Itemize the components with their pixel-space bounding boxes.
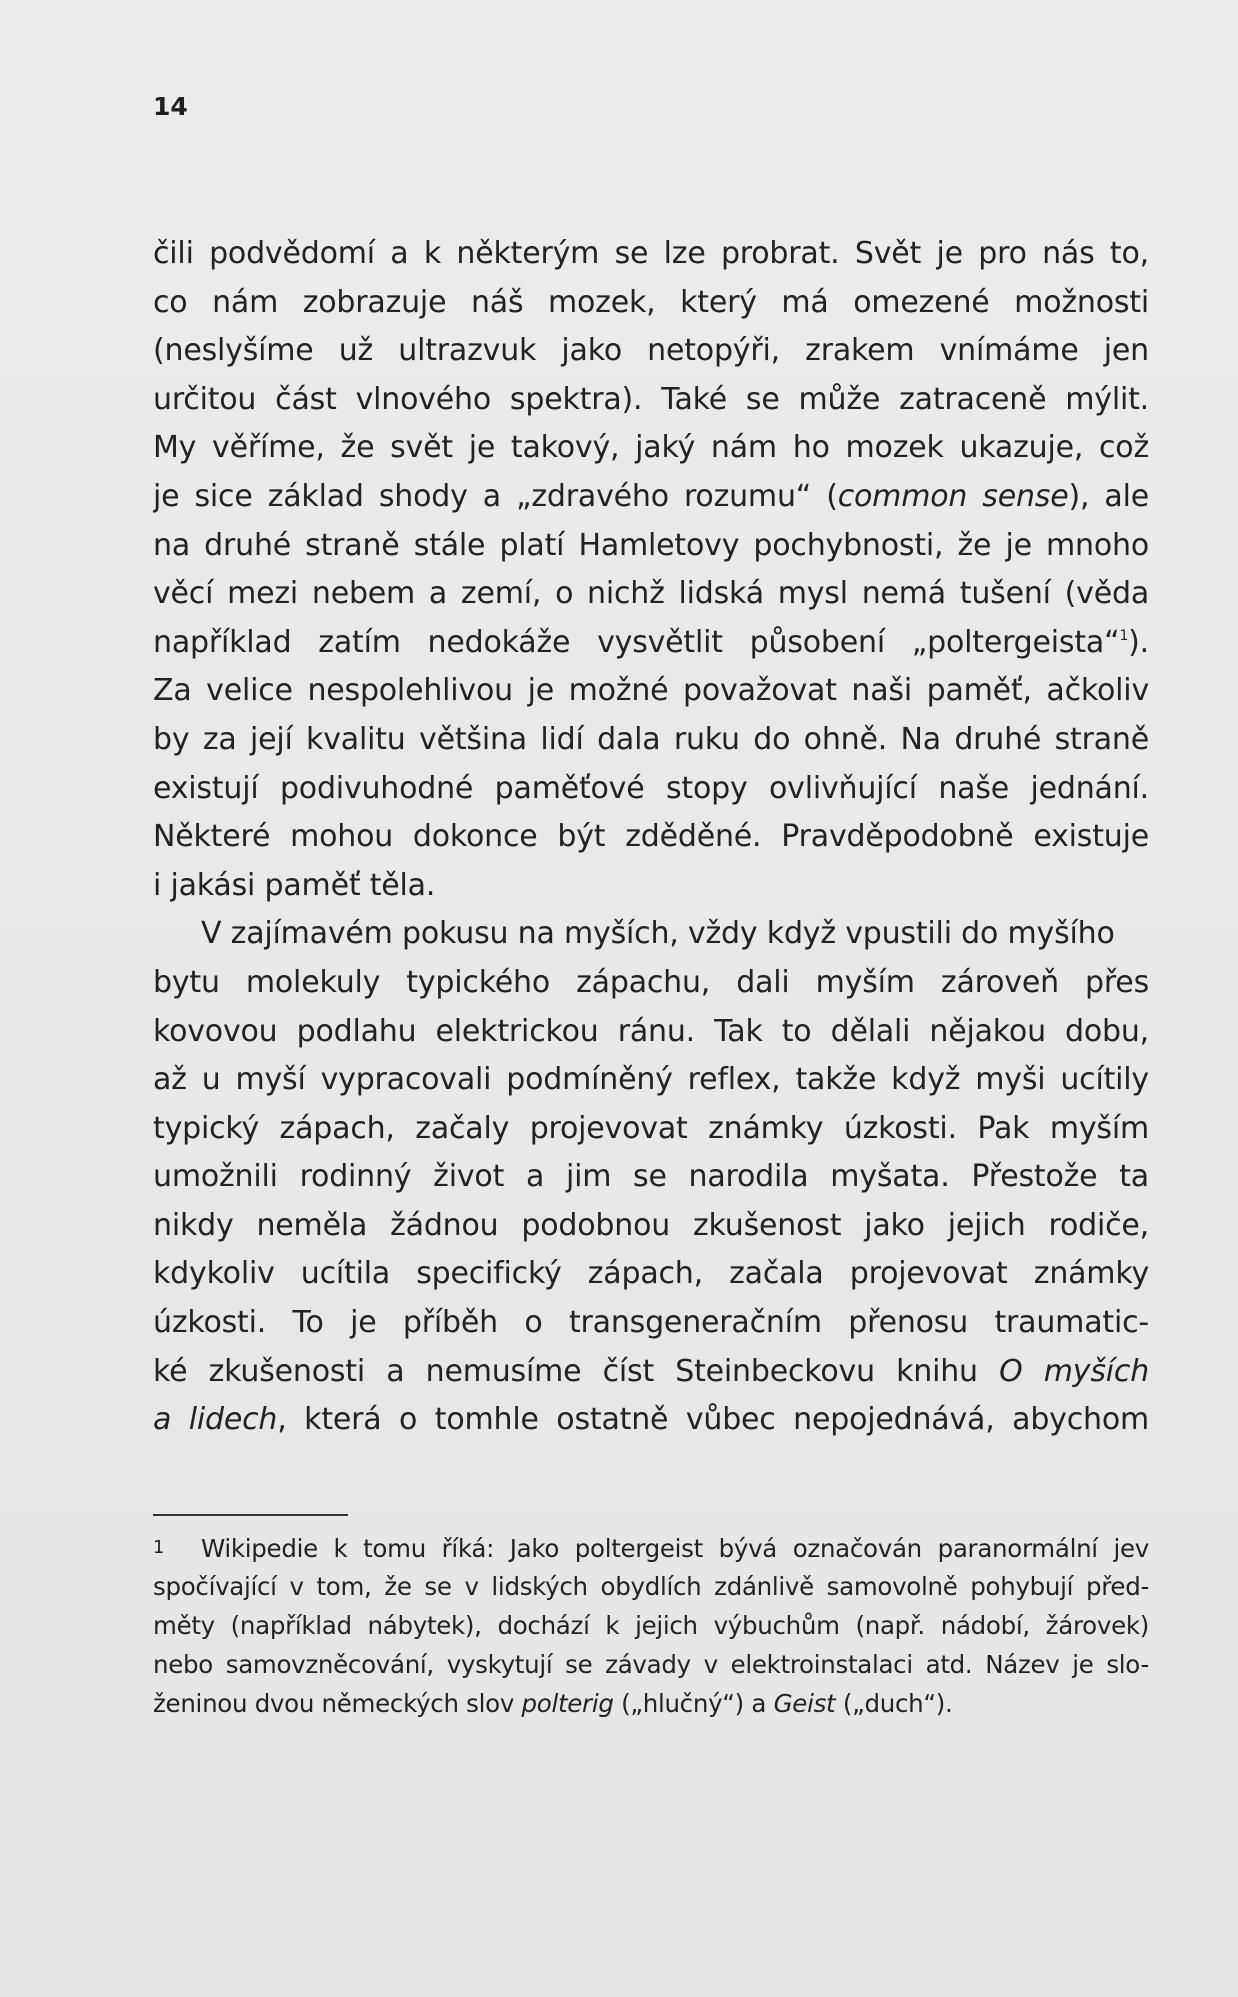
text-line: umožnili rodinný život a jim se narodila myšata. Přestože ta: [153, 1159, 1149, 1195]
text-line: i jakási paměť těla.: [153, 867, 436, 903]
page-number: 14: [153, 92, 188, 121]
text-line: kovovou podlahu elektrickou ránu. Tak to dělali nějakou dobu,: [153, 1013, 1149, 1049]
text-run: například zatím nedokáže vysvětlit působení „poltergeista“: [153, 624, 1120, 660]
text-line: [153, 473, 1149, 522]
italic-title: a lidech: [153, 1402, 278, 1438]
text-run: je sice základ shody a „zdravého rozumu“ (: [153, 478, 838, 514]
text-run: ké zkušenosti a nemusíme číst Steinbeckovu knihu: [153, 1353, 1000, 1389]
text-line: čili podvědomí a k některým se lze probrat. Svět je pro nás to,: [153, 236, 1149, 271]
text-line: úzkosti. To je příběh o transgeneračním přenosu traumatic-: [153, 1305, 1149, 1341]
footnote-line: měty (například nábytek), dochází k jejich výbuchům (např. nádobí, žárovek): [153, 1611, 1149, 1640]
text-run: („duch“).: [835, 1689, 953, 1718]
footnote-separator: [153, 1514, 348, 1516]
text-line: co nám zobrazuje náš mozek, který má omezené možnosti: [153, 284, 1149, 320]
text-run: , která o tomhle ostatně vůbec nepojednává, abychom: [277, 1402, 1149, 1438]
text-line: V zajímavém pokusu na myších, vždy když vpustili do myšího: [201, 916, 1115, 952]
body-text: [153, 230, 1149, 1445]
text-line: kdykoliv ucítila specifický zápach, začala projevovat známky: [153, 1256, 1149, 1292]
text-run: ženinou dvou německých slov: [153, 1689, 522, 1718]
text-line: na druhé straně stále platí Hamletovy pochybnosti, že je mnoho: [153, 527, 1149, 563]
text-line: určitou část vlnového spektra). Také se může zatraceně mýlit.: [153, 381, 1149, 417]
text-run: Wikipedie k tomu říká: Jako poltergeist bývá označován paranormální jev: [201, 1534, 1149, 1563]
text-line: existují podivuhodné paměťové stopy ovlivňující naše jednání.: [153, 770, 1149, 806]
text-line: Některé mohou dokonce být zděděné. Pravděpodobně existuje: [153, 819, 1149, 855]
footnote-line: [153, 1528, 1149, 1567]
text-line: typický zápach, začaly projevovat známky úzkosti. Pak myším: [153, 1110, 1149, 1146]
text-run: ), ale: [1068, 478, 1149, 514]
text-line: [153, 1396, 1149, 1445]
footnote-mark: 1: [153, 1537, 165, 1558]
text-line: nikdy neměla žádnou podobnou zkušenost jako jejich rodiče,: [153, 1207, 1149, 1243]
text-line: [153, 619, 1149, 668]
text-line: by za její kvalitu většina lidí dala ruku do ohně. Na druhé straně: [153, 721, 1149, 757]
text-line: až u myší vypracovali podmíněný reflex, takže když myši ucítily: [153, 1062, 1149, 1098]
footnote-line: [153, 1684, 1149, 1723]
text-line: [153, 1348, 1149, 1397]
text-line: My věříme, že svět je takový, jaký nám ho mozek ukazuje, což: [153, 430, 1149, 466]
italic-term: Geist: [773, 1689, 836, 1718]
italic-term: polterig: [521, 1689, 614, 1718]
text-run: („hlučný“) a: [613, 1689, 774, 1718]
text-line: Za velice nespolehlivou je možné považovat naši paměť, ačkoliv: [153, 673, 1149, 709]
text-line: věcí mezi nebem a zemí, o nichž lidská mysl nemá tušení (věda: [153, 576, 1149, 612]
text-run: ).: [1128, 624, 1149, 660]
text-line: (neslyšíme už ultrazvuk jako netopýři, zrakem vnímáme jen: [153, 333, 1149, 369]
italic-title: O myších: [999, 1353, 1149, 1389]
footnote: [153, 1528, 1149, 1723]
footnote-reference: 1: [1119, 627, 1129, 644]
italic-term: common sense: [837, 478, 1069, 514]
text-line: bytu molekuly typického zápachu, dali myším zároveň přes: [153, 964, 1149, 1000]
footnote-line: spočívající v tom, že se v lidských obydlích zdánlivě samovolně pohybují před-: [153, 1572, 1149, 1601]
footnote-line: nebo samovzněcování, vyskytují se závady v elektroinstalaci atd. Název je slo-: [153, 1650, 1149, 1679]
